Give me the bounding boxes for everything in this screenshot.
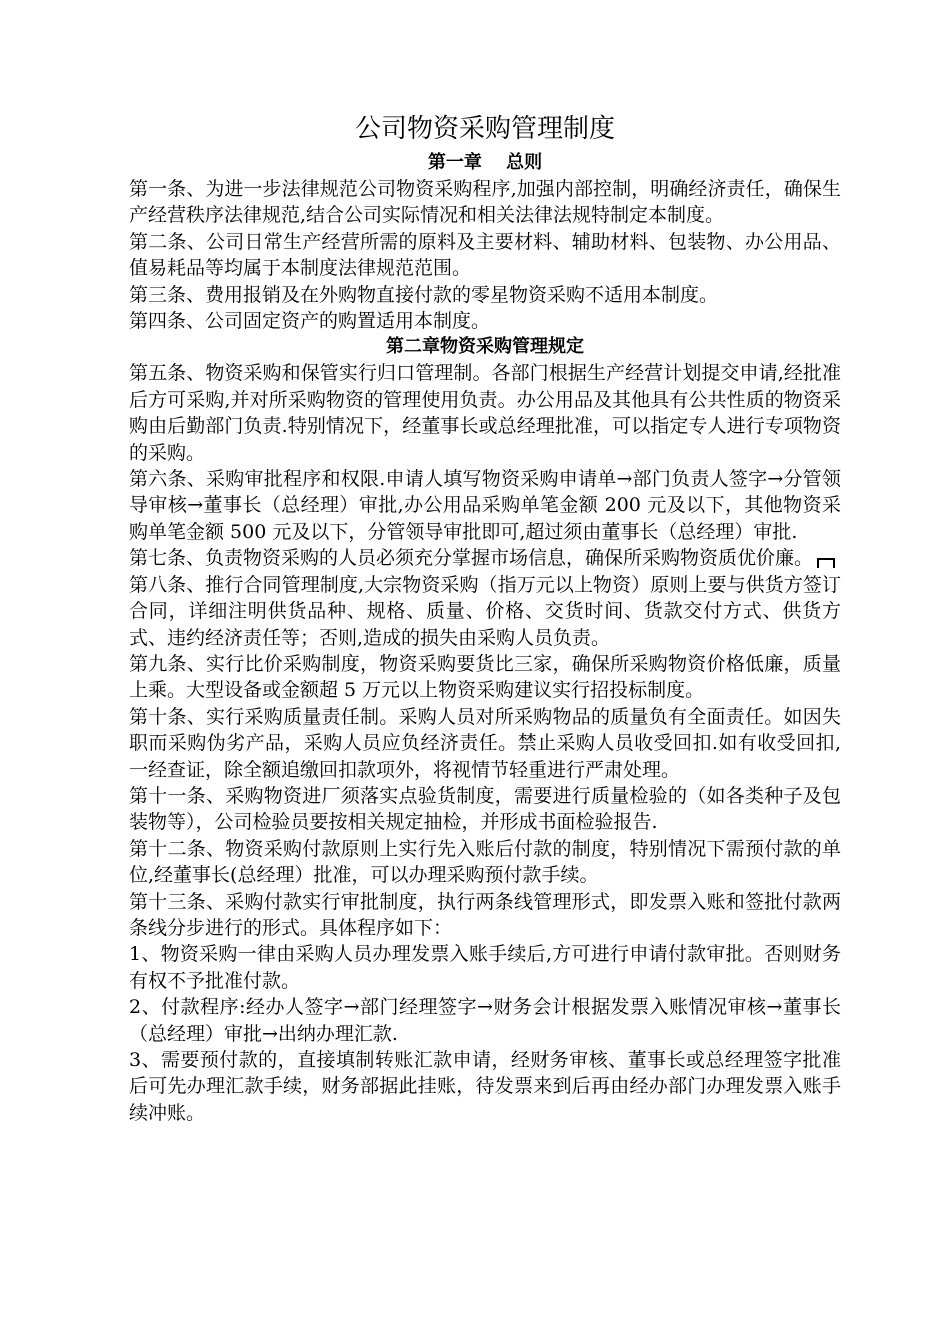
article-3: 第三条、费用报销及在外购物直接付款的零星物资采购不适用本制度。 <box>129 283 719 306</box>
bracket-mark-icon <box>817 558 835 568</box>
article-1: 第一条、为进一步法律规范公司物资采购程序,加强内部控制，明确经济责任，确保生产经营秩序法律规范,结合公司实际情况和相关法律法规特制定本制度。 <box>129 178 841 227</box>
procedure-item-3: 3、需要预付款的，直接填制转账汇款申请，经财务审核、董事长或总经理签字批准后可先办理汇款手续，财务部据此挂账，待发票来到后再由经办部门办理发票入账手续冲账。 <box>129 1049 841 1124</box>
article-5: 第五条、物资采购和保管实行归口管理制。各部门根据生产经营计划提交申请,经批准后方可采购,并对所采购物资的管理使用负责。办公用品及其他具有公共性质的物资采购由后勤部门负责.特别情况下，经董事长或总经理批准，可以指定专人进行专项物资的采购。 <box>129 362 841 464</box>
article-7: 第七条、负责物资采购的人员必须充分掌握市场信息，确保所采购物资质优价廉。 <box>129 547 814 570</box>
article-12: 第十二条、物资采购付款原则上实行先入账后付款的制度，特别情况下需预付款的单位,经董事长(总经理）批准，可以办理采购预付款手续。 <box>129 837 841 887</box>
article-11: 第十一条、采购物资进厂须落实点验货制度，需要进行质量检验的（如各类种子及包装物等），公司检验员要按相关规定抽检，并形成书面检验报告. <box>129 784 841 834</box>
article-10: 第十条、实行采购质量责任制。采购人员对所采购物品的质量负有全面责任。如因失职而采购伪劣产品，采购人员应负经济责任。禁止采购人员收受回扣.如有收受回扣,一经查证，除全额追缴回扣款项外，将视情节轻重进行严肃处理。 <box>129 705 841 781</box>
article-8: 第八条、推行合同管理制度,大宗物资采购（指万元以上物资）原则上要与供货方签订合同，详细注明供货品种、规格、质量、价格、交货时间、货款交付方式、供货方式、违约经济责任等；否则,造成的损失由采购人员负责。 <box>129 573 841 649</box>
article-6: 第六条、采购审批程序和权限.申请人填写物资采购申请单→部门负责人签字→分管领导审核→董事长（总经理）审批,办公用品采购单笔金额 200 元及以下，其他物资采购单笔金额 500 元及以下，分管领导审批即可,超过须由董事长（总经理）审批. <box>129 468 841 543</box>
article-7-wrapper <box>129 545 841 571</box>
article-4: 第四条、公司固定资产的购置适用本制度。 <box>129 310 491 333</box>
document-page <box>129 108 841 1126</box>
article-9: 第九条、实行比价采购制度，物资采购要货比三家，确保所采购物资价格低廉，质量上乘。大型设备或金额超 5 万元以上物资采购建议实行招投标制度。 <box>129 652 841 702</box>
article-13: 第十三条、采购付款实行审批制度，执行两条线管理形式，即发票入账和签批付款两条线分步进行的形式。具体程序如下： <box>129 890 841 939</box>
procedure-item-2: 2、付款程序:经办人签字→部门经理签字→财务会计根据发票入账情况审核→董事长（总经理）审批→出纳办理汇款. <box>129 996 841 1045</box>
chapter-2-heading: 第二章物资采购管理规定 <box>386 336 584 358</box>
article-2: 第二条、公司日常生产经营所需的原料及主要材料、辅助材料、包装物、办公用品、值易耗品等均属于本制度法律规范范围。 <box>129 230 841 280</box>
chapter-1-heading: 第一章 总则 <box>427 152 543 173</box>
document-title: 公司物资采购管理制度 <box>354 114 615 144</box>
procedure-item-1: 1、物资采购一律由采购人员办理发票入账手续后,方可进行申请付款审批。否则财务有权不予批准付款。 <box>129 943 841 992</box>
